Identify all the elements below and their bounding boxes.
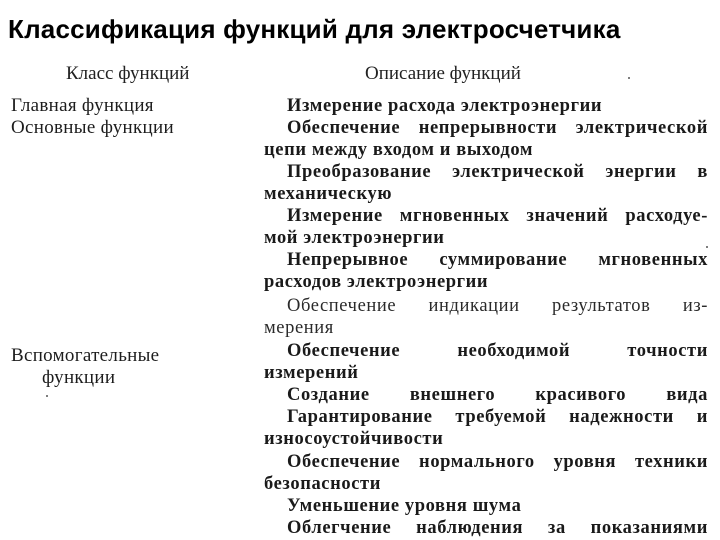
description-line: Гарантирование требуемой надежности и	[287, 407, 708, 427]
description-line: безопасности	[264, 474, 381, 494]
class-auxiliary-functions: Вспомогательные	[11, 345, 160, 366]
column-header-class: Класс функций	[66, 63, 190, 84]
class-basic-functions: Основные функции	[11, 117, 174, 138]
scan-speck	[706, 246, 708, 248]
description-line: измерений	[264, 363, 359, 383]
description-line: цепи между входом и выходом	[264, 140, 534, 160]
description-line: Обеспечение непрерывности электрической	[287, 118, 708, 138]
description-line: мерения	[264, 318, 334, 338]
page-title: Классификация функций для электросчетчика	[8, 14, 621, 44]
scan-speck	[628, 77, 630, 79]
description-line: Уменьшение уровня шума	[287, 496, 522, 516]
description-line: Непрерывное суммирование мгновенных	[287, 250, 708, 270]
column-header-description: Описание функций	[365, 63, 521, 84]
description-line: механическую	[264, 184, 393, 204]
description-line: Обеспечение необходимой точности	[287, 341, 708, 361]
description-line: износоустойчивости	[264, 429, 444, 449]
scan-speck	[46, 395, 48, 397]
description-line: Измерение расхода электроэнергии	[287, 96, 603, 116]
description-line: Создание внешнего красивого вида	[287, 385, 708, 405]
description-line: Преобразование электрической энергии в	[287, 162, 708, 182]
class-auxiliary-functions-cont: функции	[42, 367, 116, 388]
description-line: Обеспечение нормального уровня техники	[287, 452, 708, 472]
description-line: Обеспечение индикации результатов из-	[287, 296, 708, 316]
description-line: Облегчение наблюдения за показаниями	[287, 518, 708, 538]
description-line: мой электроэнергии	[264, 228, 445, 248]
description-line: расходов электроэнергии	[264, 272, 489, 292]
class-main-function: Главная функция	[11, 95, 154, 116]
description-line: Измерение мгновенных значений расходуе-	[287, 206, 708, 226]
scanned-table	[0, 55, 720, 540]
